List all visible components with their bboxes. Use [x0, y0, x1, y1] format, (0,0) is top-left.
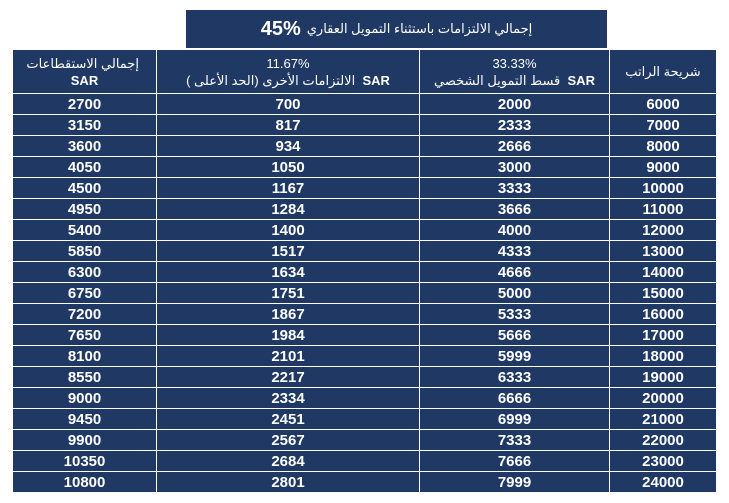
personal-finance-cell: 2666 — [420, 136, 610, 157]
other-obligations-cell: 1517 — [157, 241, 420, 262]
personal-finance-cell: 4333 — [420, 241, 610, 262]
other-obligations-cell: 700 — [157, 94, 420, 115]
personal-finance-cell: 6333 — [420, 367, 610, 388]
other-obligations-cell: 1400 — [157, 220, 420, 241]
table-row — [13, 199, 717, 220]
table-row — [13, 430, 717, 451]
other-obligations-cell: 1984 — [157, 325, 420, 346]
header-other-obligations-percent: 11.67% — [266, 55, 310, 71]
table-row — [13, 346, 717, 367]
total-deductions-cell: 4500 — [13, 178, 157, 199]
personal-finance-cell: 4666 — [420, 262, 610, 283]
salary-bracket-cell: 15000 — [610, 283, 717, 304]
header-other-obligations-unit: SAR — [362, 72, 390, 88]
total-deductions-cell: 5400 — [13, 220, 157, 241]
other-obligations-cell: 2567 — [157, 430, 420, 451]
salary-bracket-cell: 20000 — [610, 388, 717, 409]
table-row — [13, 220, 717, 241]
total-deductions-cell: 6300 — [13, 262, 157, 283]
header-total-deductions — [13, 50, 157, 94]
table-row — [13, 178, 717, 199]
salary-bracket-cell: 24000 — [610, 472, 717, 493]
table-row — [13, 367, 717, 388]
other-obligations-cell: 1867 — [157, 304, 420, 325]
table-row — [13, 115, 717, 136]
table-row — [13, 94, 717, 115]
personal-finance-cell: 7666 — [420, 451, 610, 472]
personal-finance-cell: 7999 — [420, 472, 610, 493]
other-obligations-cell: 2217 — [157, 367, 420, 388]
total-deductions-cell: 8100 — [13, 346, 157, 367]
personal-finance-cell: 5999 — [420, 346, 610, 367]
total-deductions-cell: 7650 — [13, 325, 157, 346]
personal-finance-cell: 2000 — [420, 94, 610, 115]
banner-percent: 45% — [260, 17, 301, 40]
salary-bracket-cell: 19000 — [610, 367, 717, 388]
header-salary-bracket — [610, 50, 717, 94]
total-deductions-cell: 9000 — [13, 388, 157, 409]
personal-finance-cell: 3000 — [420, 157, 610, 178]
header-row — [13, 50, 717, 94]
table-row — [13, 451, 717, 472]
table-row — [13, 472, 717, 493]
table-row — [13, 283, 717, 304]
salary-deductions-table — [12, 49, 717, 493]
total-deductions-cell: 5850 — [13, 241, 157, 262]
salary-bracket-cell: 23000 — [610, 451, 717, 472]
other-obligations-cell: 2684 — [157, 451, 420, 472]
total-deductions-cell: 8550 — [13, 367, 157, 388]
total-deductions-cell: 7200 — [13, 304, 157, 325]
other-obligations-cell: 1050 — [157, 157, 420, 178]
other-obligations-cell: 2101 — [157, 346, 420, 367]
other-obligations-cell: 817 — [157, 115, 420, 136]
other-obligations-cell: 1634 — [157, 262, 420, 283]
table-row — [13, 304, 717, 325]
total-deductions-cell: 9900 — [13, 430, 157, 451]
salary-bracket-cell: 22000 — [610, 430, 717, 451]
table-row — [13, 325, 717, 346]
salary-bracket-cell: 10000 — [610, 178, 717, 199]
salary-bracket-cell: 9000 — [610, 157, 717, 178]
table-row — [13, 157, 717, 178]
header-personal-finance-label: قسط التمويل الشخصي — [434, 72, 561, 88]
salary-bracket-cell: 17000 — [610, 325, 717, 346]
personal-finance-cell: 6666 — [420, 388, 610, 409]
table-banner — [185, 9, 608, 49]
salary-bracket-cell: 21000 — [610, 409, 717, 430]
salary-bracket-cell: 12000 — [610, 220, 717, 241]
salary-bracket-cell: 13000 — [610, 241, 717, 262]
table-body — [13, 94, 717, 493]
personal-finance-cell: 5000 — [420, 283, 610, 304]
header-salary-bracket-label: شريحة الراتب — [625, 64, 701, 79]
other-obligations-cell: 2334 — [157, 388, 420, 409]
salary-bracket-cell: 14000 — [610, 262, 717, 283]
header-personal-finance-percent: 33.33% — [492, 55, 537, 71]
salary-bracket-cell: 8000 — [610, 136, 717, 157]
header-other-obligations-label: الالتزامات الأخرى (الحد الأعلى ) — [186, 72, 356, 88]
header-total-deductions-unit: SAR — [70, 72, 99, 88]
other-obligations-cell: 934 — [157, 136, 420, 157]
total-deductions-cell: 9450 — [13, 409, 157, 430]
header-personal-finance — [420, 50, 610, 94]
total-deductions-cell: 10350 — [13, 451, 157, 472]
other-obligations-cell: 2451 — [157, 409, 420, 430]
total-deductions-cell: 10800 — [13, 472, 157, 493]
personal-finance-cell: 3666 — [420, 199, 610, 220]
salary-bracket-cell: 16000 — [610, 304, 717, 325]
header-personal-finance-unit: SAR — [567, 72, 595, 88]
salary-bracket-cell: 6000 — [610, 94, 717, 115]
salary-bracket-cell: 18000 — [610, 346, 717, 367]
personal-finance-cell: 6999 — [420, 409, 610, 430]
table-row — [13, 241, 717, 262]
salary-bracket-cell: 11000 — [610, 199, 717, 220]
salary-bracket-cell: 7000 — [610, 115, 717, 136]
personal-finance-cell: 4000 — [420, 220, 610, 241]
other-obligations-cell: 1751 — [157, 283, 420, 304]
personal-finance-cell: 5333 — [420, 304, 610, 325]
table-row — [13, 136, 717, 157]
table-row — [13, 409, 717, 430]
other-obligations-cell: 2801 — [157, 472, 420, 493]
personal-finance-cell: 3333 — [420, 178, 610, 199]
total-deductions-cell: 3600 — [13, 136, 157, 157]
total-deductions-cell: 3150 — [13, 115, 157, 136]
table-row — [13, 262, 717, 283]
personal-finance-cell: 7333 — [420, 430, 610, 451]
total-deductions-cell: 6750 — [13, 283, 157, 304]
personal-finance-cell: 5666 — [420, 325, 610, 346]
header-total-deductions-label: إجمالي الاستقطاعات — [26, 55, 139, 71]
other-obligations-cell: 1167 — [157, 178, 420, 199]
header-other-obligations — [157, 50, 420, 94]
personal-finance-cell: 2333 — [420, 115, 610, 136]
banner-text: إجمالي الالتزامات باستثناء التمويل العقاري — [306, 21, 533, 36]
total-deductions-cell: 2700 — [13, 94, 157, 115]
other-obligations-cell: 1284 — [157, 199, 420, 220]
total-deductions-cell: 4050 — [13, 157, 157, 178]
total-deductions-cell: 4950 — [13, 199, 157, 220]
table-row — [13, 388, 717, 409]
